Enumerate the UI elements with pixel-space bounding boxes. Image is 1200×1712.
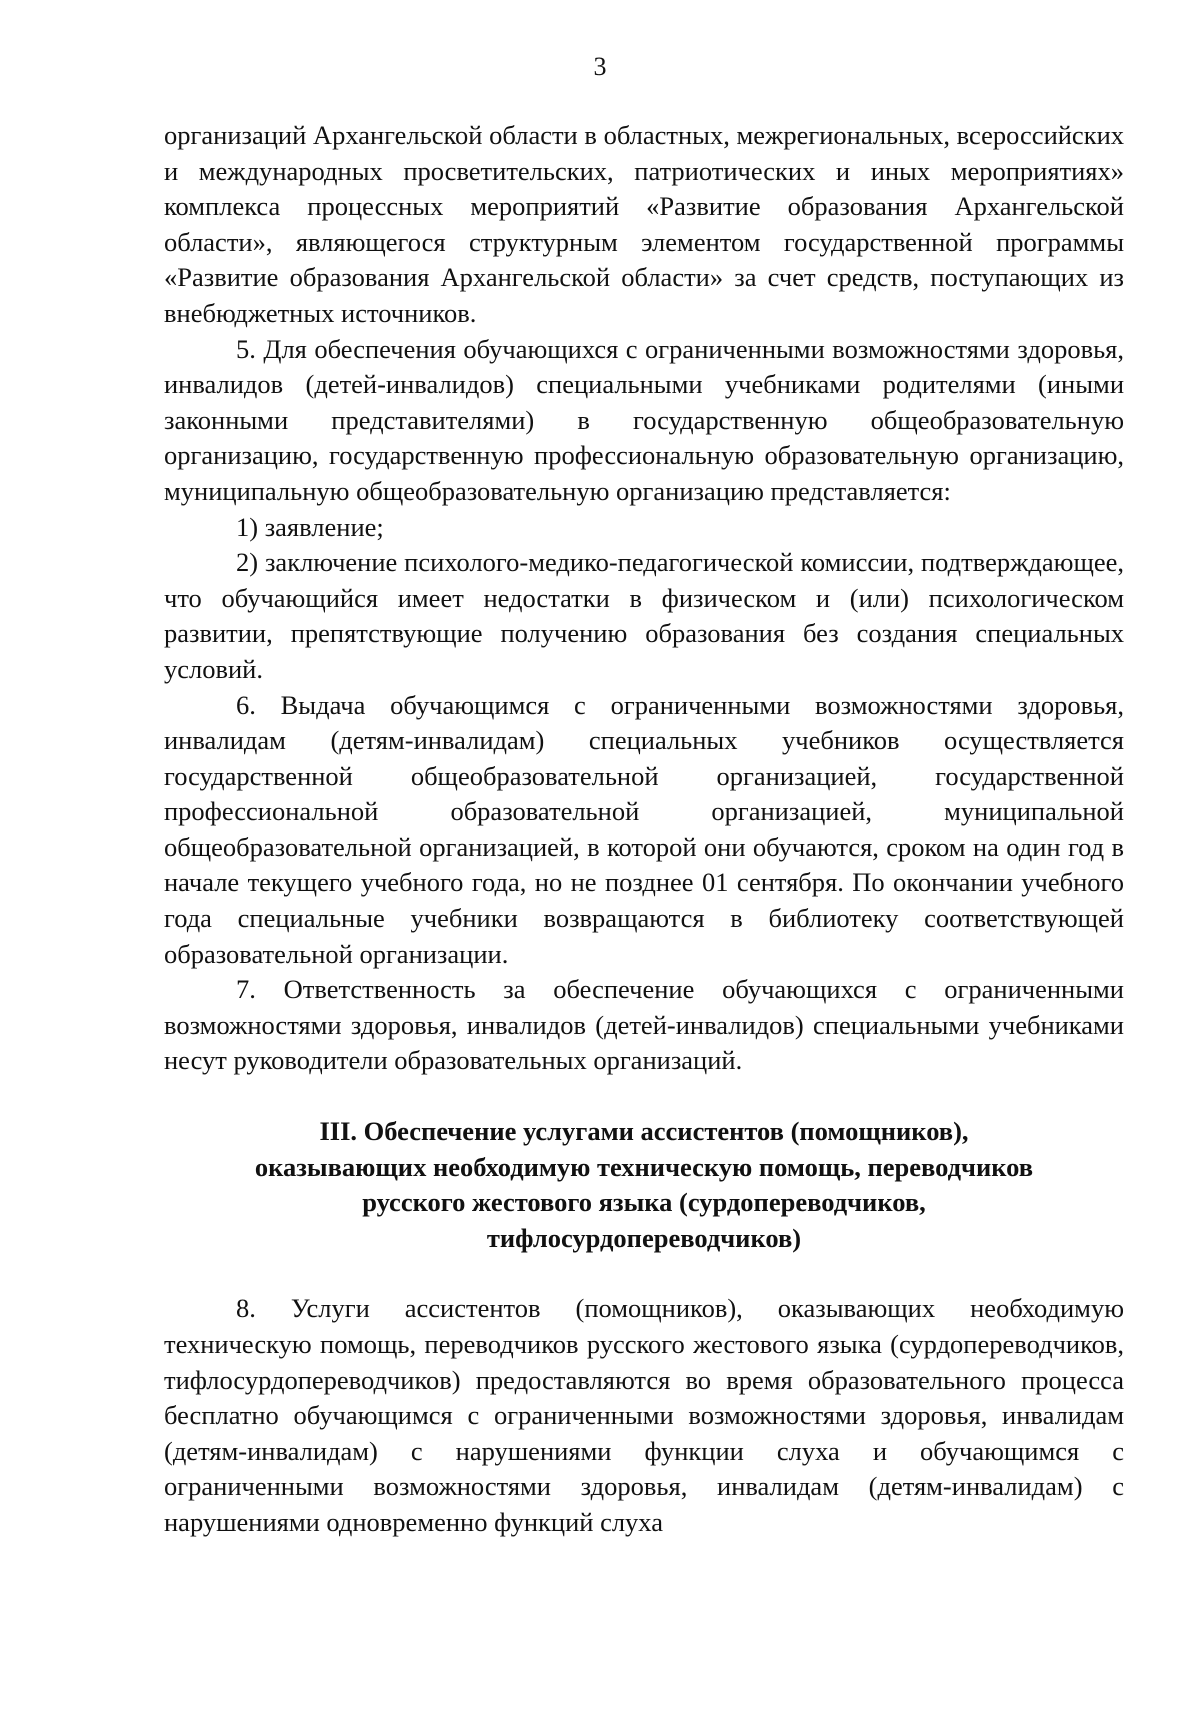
- section-heading-line: тифлосурдопереводчиков): [486, 1222, 802, 1253]
- paragraph-continuation: организаций Архангельской области в областных, межрегиональных, всероссийских и международных просветительских, патриотических и иных мероприятиях» комплекса процессных мероприятий «Развитие образования Архангельской области», являющегося структурным элементом государственной программы «Развитие образования Архангельской области» за счет средств, поступающих из внебюджетных источников.: [164, 120, 1124, 328]
- page-number: 3: [593, 52, 607, 81]
- section-heading-line: русского жестового языка (сурдопереводчиков,: [362, 1187, 926, 1218]
- paragraph-subitem-1: 1) заявление;: [236, 511, 384, 542]
- paragraph-item-5: 5. Для обеспечения обучающихся с ограниченными возможностями здоровья, инвалидов (детей-инвалидов) специальными учебниками родителями (иными законными представителями) в государственную общеобразовательную организацию, государственную профессиональную образовательную организацию, муниципальную общеобразовательную организацию представляется:: [164, 333, 1124, 506]
- section-heading-line: III. Обеспечение услугами ассистентов (помощников),: [319, 1116, 969, 1147]
- paragraph-item-8: 8. Услуги ассистентов (помощников), оказывающих необходимую техническую помощь, переводчиков русского жестового языка (сурдопереводчиков, тифлосурдопереводчиков) предоставляются во время образовательного процесса бесплатно обучающимся с ограниченными возможностями здоровья, инвалидам (детям-инвалидам) с нарушениями функции слуха и обучающимся с ограниченными возможностями здоровья, инвалидам (детям-инвалидам) с нарушениями одновременно функций слуха: [164, 1293, 1124, 1537]
- paragraph-item-6: 6. Выдача обучающимся с ограниченными возможностями здоровья, инвалидам (детям-инвалидам) специальных учебников осуществляется государственной общеобразовательной организацией, государственной профессиональной образовательной организацией, муниципальной общеобразовательной организацией, в которой они обучаются, сроком на один год в начале текущего учебного года, но не позднее 01 сентября. По окончании учебного года специальные учебники возвращаются в библиотеку соответствующей образовательной организации.: [164, 689, 1124, 969]
- document-body: [164, 118, 1124, 1541]
- paragraph-item-7: 7. Ответственность за обеспечение обучающихся с ограниченными возможностями здоровья, инвалидов (детей-инвалидов) специальными учебниками несут руководители образовательных организаций.: [164, 974, 1124, 1076]
- section-heading: [164, 1114, 1124, 1256]
- section-heading-line: оказывающих необходимую техническую помощь, переводчиков: [254, 1151, 1034, 1182]
- paragraph-subitem-2: 2) заключение психолого-медико-педагогической комиссии, подтверждающее, что обучающийся имеет недостатки в физическом и (или) психологическом развитии, препятствующие получению образования без создания специальных условий.: [164, 547, 1124, 684]
